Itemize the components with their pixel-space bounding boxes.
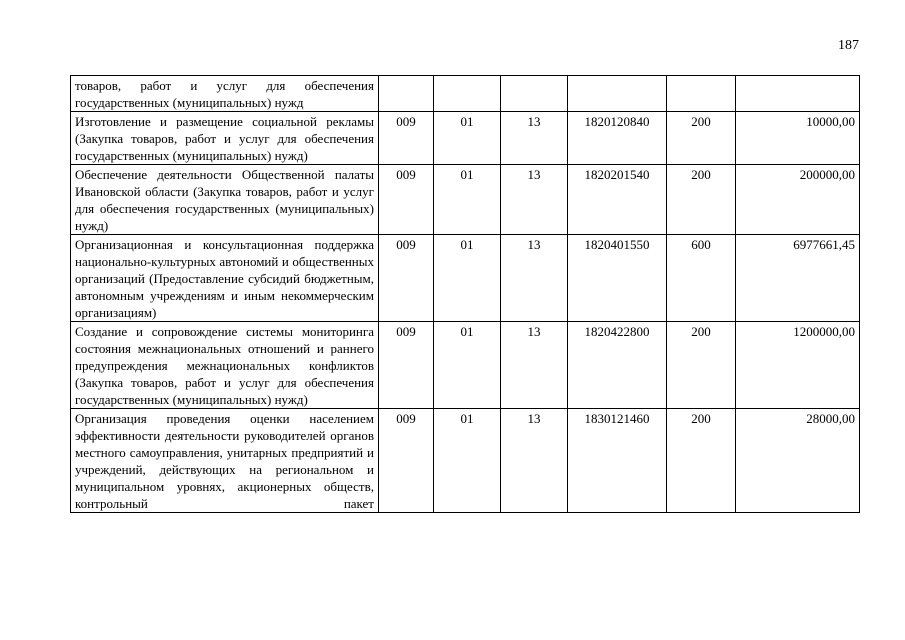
row-ved: 009 bbox=[379, 409, 434, 513]
table-row bbox=[71, 409, 860, 513]
table-row bbox=[71, 76, 860, 112]
row-csr: 1820120840 bbox=[568, 112, 667, 165]
row-pr: 13 bbox=[501, 322, 568, 409]
row-vr bbox=[667, 76, 736, 112]
row-sum: 28000,00 bbox=[736, 409, 860, 513]
row-ved bbox=[379, 76, 434, 112]
row-vr: 200 bbox=[667, 165, 736, 235]
row-name: товаров, работ и услуг для обеспечения государственных (муниципальных) нужд bbox=[71, 76, 379, 112]
row-sum: 200000,00 bbox=[736, 165, 860, 235]
row-rz: 01 bbox=[434, 165, 501, 235]
row-pr: 13 bbox=[501, 235, 568, 322]
row-ved: 009 bbox=[379, 235, 434, 322]
row-pr: 13 bbox=[501, 409, 568, 513]
row-rz: 01 bbox=[434, 235, 501, 322]
row-ved: 009 bbox=[379, 112, 434, 165]
row-name: Организационная и консультационная поддержка национально-культурных автономий и общественных организаций (Предоставление субсидий бюджетным, автономным учреждениям и иным некоммерческим организациям) bbox=[71, 235, 379, 322]
row-csr: 1820201540 bbox=[568, 165, 667, 235]
row-name: Изготовление и размещение социальной рекламы (Закупка товаров, работ и услуг для обеспечения государственных (муниципальных) нужд) bbox=[71, 112, 379, 165]
table-row bbox=[71, 112, 860, 165]
row-csr: 1820422800 bbox=[568, 322, 667, 409]
row-pr bbox=[501, 76, 568, 112]
row-name: Организация проведения оценки населением эффективности деятельности руководителей органов местного самоуправления, унитарных предприятий и учреждений, действующих на региональном и муниципальном уровнях, акционерных обществ, контрольный пакет bbox=[71, 409, 379, 513]
row-vr: 200 bbox=[667, 322, 736, 409]
row-vr: 200 bbox=[667, 409, 736, 513]
row-pr: 13 bbox=[501, 112, 568, 165]
row-rz: 01 bbox=[434, 322, 501, 409]
budget-table bbox=[70, 75, 860, 513]
row-rz: 01 bbox=[434, 409, 501, 513]
row-vr: 200 bbox=[667, 112, 736, 165]
table-row bbox=[71, 235, 860, 322]
table-row bbox=[71, 165, 860, 235]
row-rz bbox=[434, 76, 501, 112]
row-sum: 6977661,45 bbox=[736, 235, 860, 322]
table-row bbox=[71, 322, 860, 409]
row-csr: 1830121460 bbox=[568, 409, 667, 513]
row-vr: 600 bbox=[667, 235, 736, 322]
row-csr bbox=[568, 76, 667, 112]
row-rz: 01 bbox=[434, 112, 501, 165]
row-sum: 10000,00 bbox=[736, 112, 860, 165]
row-ved: 009 bbox=[379, 165, 434, 235]
row-csr: 1820401550 bbox=[568, 235, 667, 322]
row-ved: 009 bbox=[379, 322, 434, 409]
row-sum: 1200000,00 bbox=[736, 322, 860, 409]
row-pr: 13 bbox=[501, 165, 568, 235]
row-name: Обеспечение деятельности Общественной палаты Ивановской области (Закупка товаров, работ и услуг для обеспечения государственных (муниципальных) нужд) bbox=[71, 165, 379, 235]
page-number: 187 bbox=[838, 38, 859, 53]
row-name: Создание и сопровождение системы мониторинга состояния межнациональных отношений и раннего предупреждения межнациональных конфликтов (Закупка товаров, работ и услуг для обеспечения государственных (муниципальных) нужд) bbox=[71, 322, 379, 409]
row-sum bbox=[736, 76, 860, 112]
